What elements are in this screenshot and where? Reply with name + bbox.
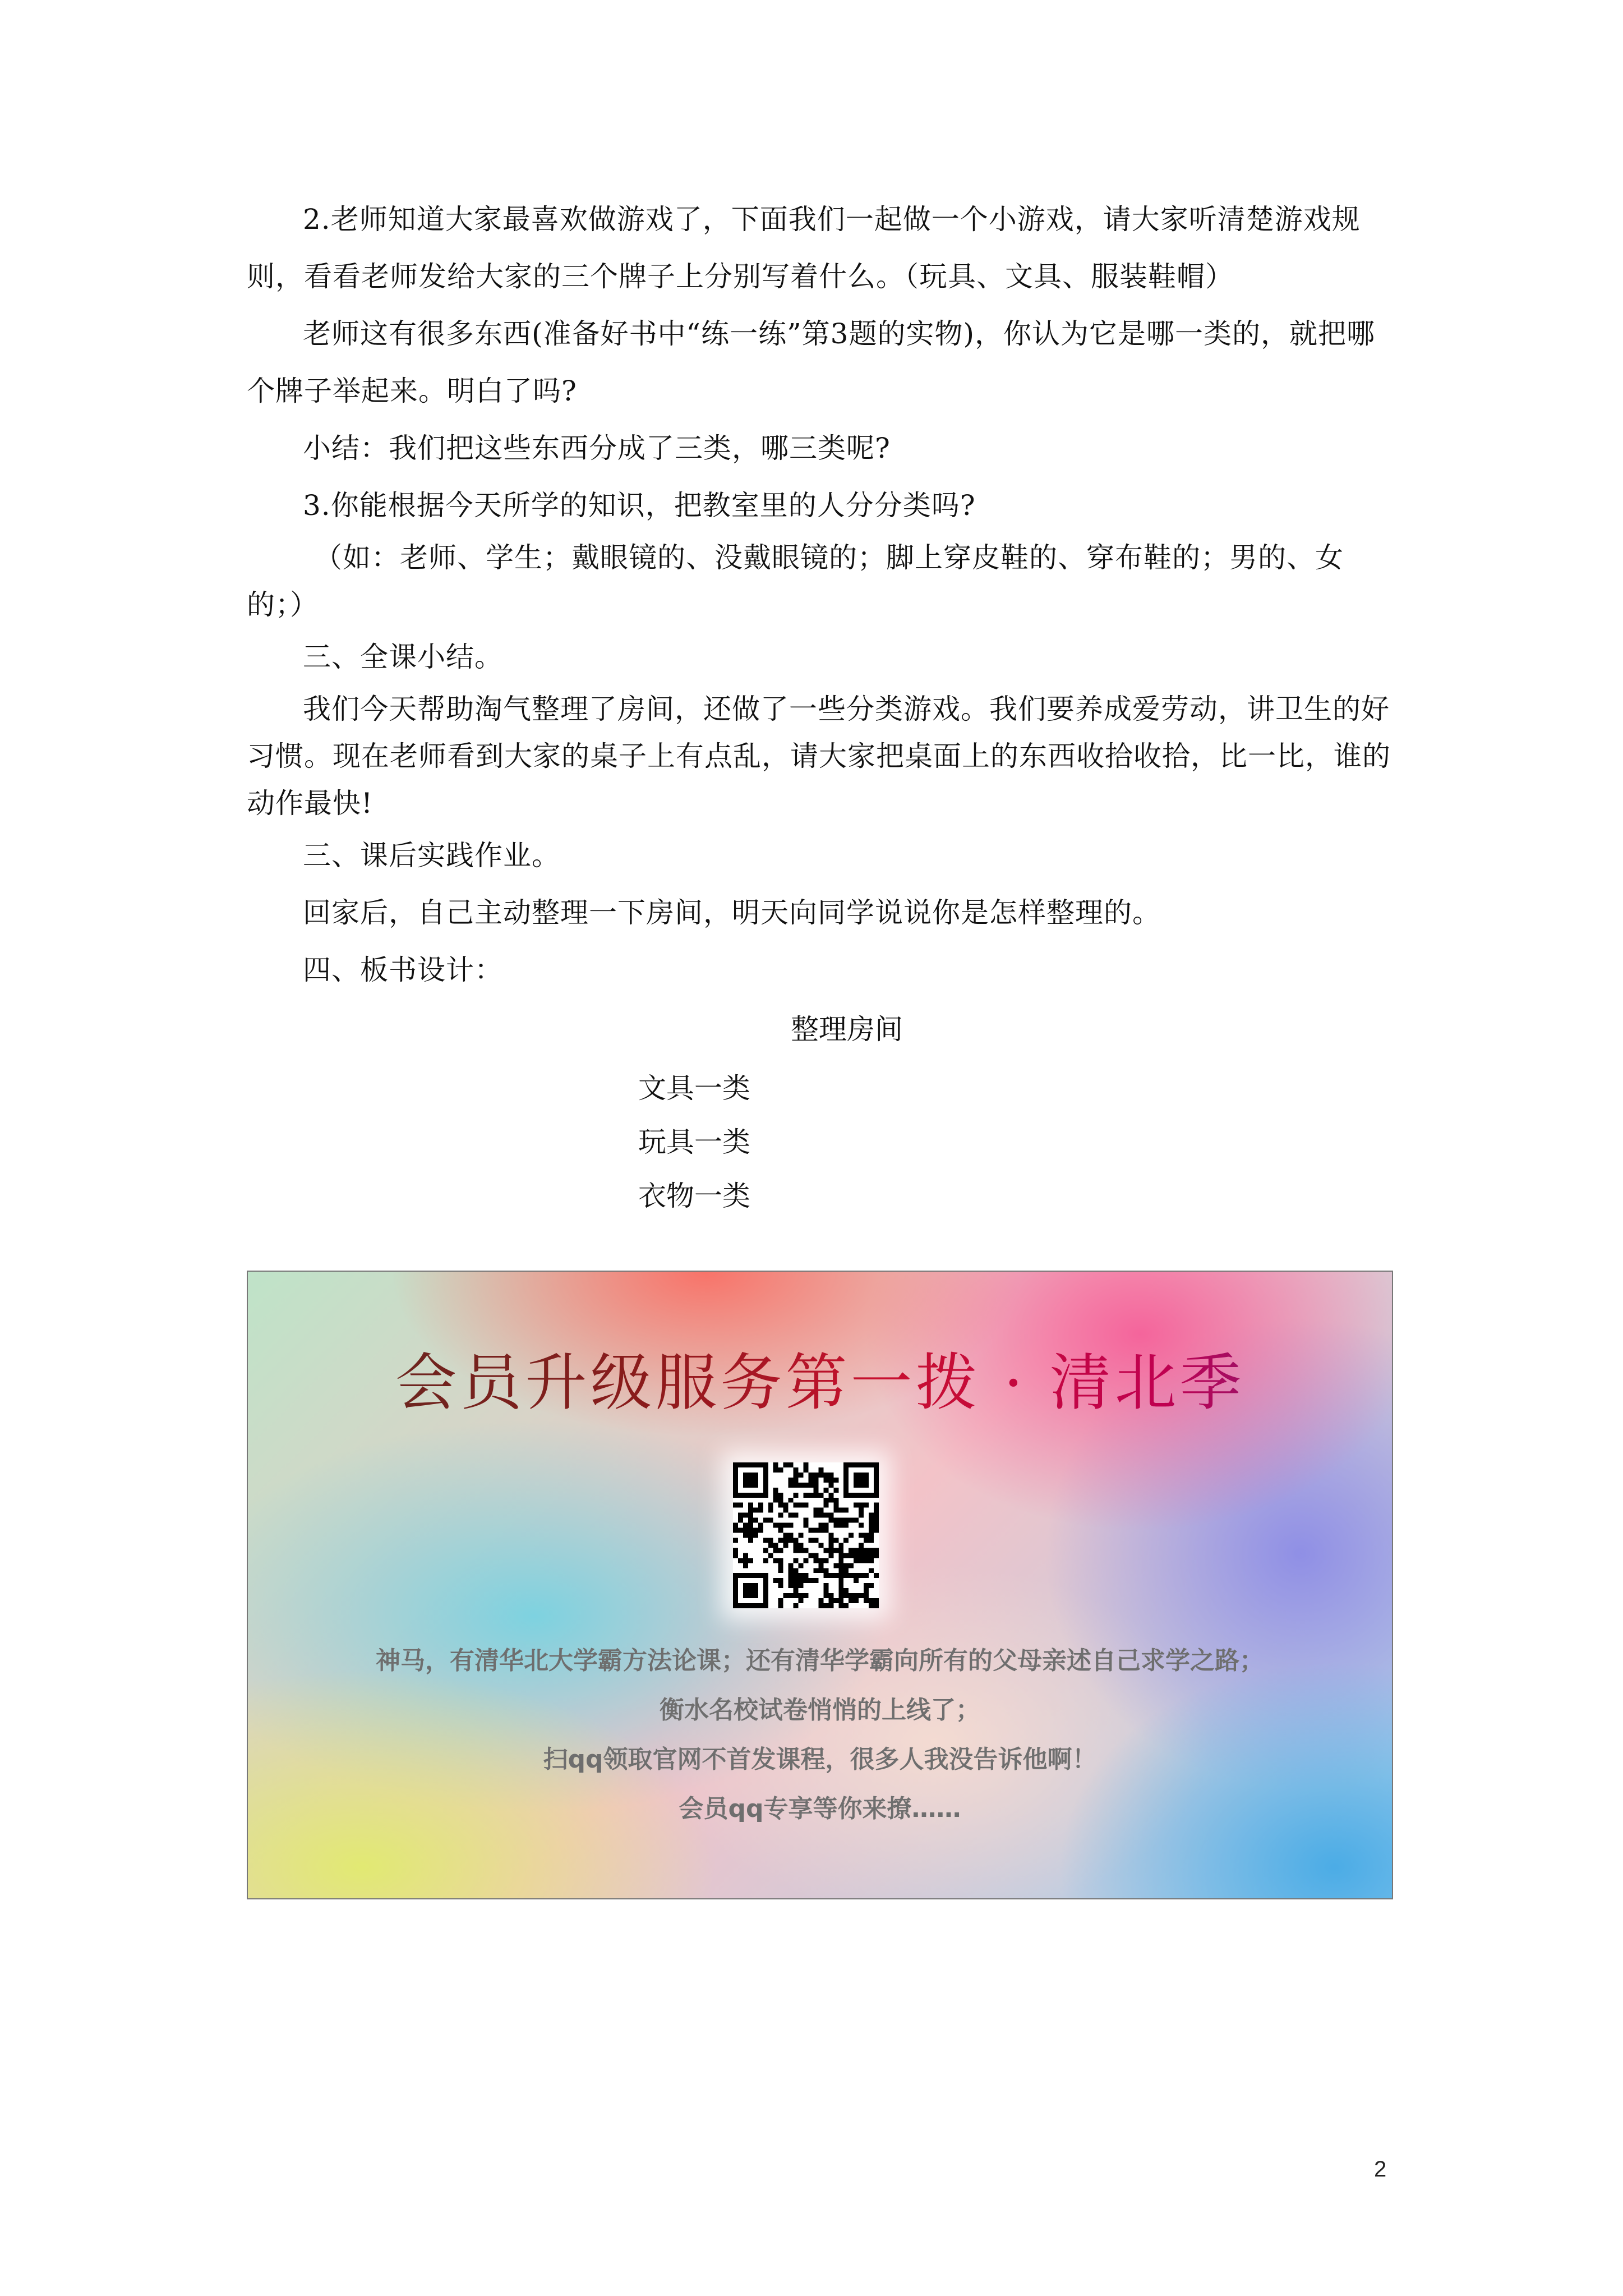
qr-code-icon[interactable] (733, 1462, 879, 1608)
section-heading-board-design: 四、板书设计： (303, 954, 503, 986)
paragraph-homework: 回家后，自己主动整理一下房间，明天向同学说说你是怎样整理的。 (303, 896, 1161, 929)
section-heading-homework: 三、课后实践作业。 (303, 839, 560, 872)
paragraph-lesson-summary: 我们今天帮助淘气整理了房间，还做了一些分类游戏。我们要养成爱劳动，讲卫生的好习惯。现在老师看到大家的桌子上有点乱，请大家把桌面上的东西收拾收拾，比一比，谁的动作最快! (247, 693, 1391, 820)
banner-line: 神马，有清华北大学霸方法论课；还有清华学霸向所有的父母亲述自己求学之路； (376, 1646, 1264, 1675)
paragraph-examples: （如：老师、学生；戴眼镜的、没戴眼镜的；脚上穿皮鞋的、穿布鞋的；男的、女的；） (247, 541, 1344, 621)
promo-banner (247, 1271, 1393, 1899)
banner-line: 扫qq领取官网不首发课程，很多人我没告诉他啊！ (543, 1745, 1097, 1774)
paragraph-items-demo: 老师这有很多东西(准备好书中“练一练”第3题的实物)，你认为它是哪一类的，就把哪个牌子举起来。明白了吗? (247, 318, 1375, 407)
board-line-toys: 玩具一类 (638, 1126, 750, 1158)
paragraph-classify-people: 3.你能根据今天所学的知识，把教室里的人分分类吗? (303, 489, 976, 522)
board-title: 整理房间 (791, 1013, 903, 1046)
page-number: 2 (1374, 2157, 1387, 2182)
paragraph-game-rules: 2.老师知道大家最喜欢做游戏了，下面我们一起做一个小游戏，请大家听清楚游戏规则，看看老师发给大家的三个牌子上分别写着什么。（玩具、文具、服装鞋帽） (247, 203, 1361, 293)
banner-title: 会员升级服务第一拨 · 清北季 (248, 1333, 1392, 1422)
document-body (247, 191, 1391, 999)
paragraph-summary-question: 小结：我们把这些东西分成了三类，哪三类呢? (303, 432, 891, 464)
banner-text-block (248, 1636, 1392, 1834)
section-heading-summary: 三、全课小结。 (303, 641, 503, 673)
banner-line: 会员qq专享等你来撩…… (679, 1795, 961, 1823)
board-line-clothes: 衣物一类 (638, 1180, 750, 1212)
banner-line: 衡水名校试卷悄悄的上线了； (660, 1696, 980, 1724)
board-line-stationery: 文具一类 (638, 1072, 750, 1105)
